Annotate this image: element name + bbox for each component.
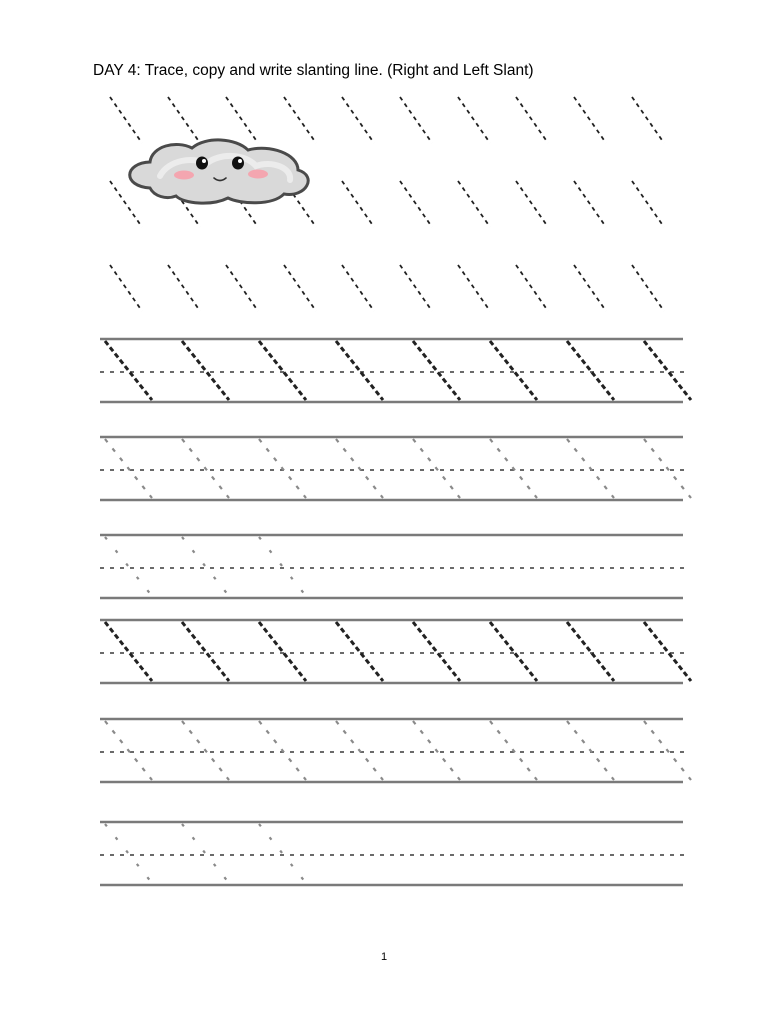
slant-trace-guide [336, 721, 383, 780]
dashed-slant-guide [400, 265, 432, 311]
dashed-slant-guide [574, 265, 606, 311]
slant-trace-guide [413, 721, 460, 780]
dashed-slant-guide [632, 181, 664, 227]
dashed-slant-guide [110, 97, 142, 143]
slant-trace-guide [644, 622, 691, 681]
dashed-slant-guide [632, 97, 664, 143]
dashed-slant-guide [226, 265, 258, 311]
page-title: DAY 4: Trace, copy and write slanting line. (Right and Left Slant) [93, 62, 534, 79]
slant-trace-guide [490, 721, 537, 780]
slant-trace-guide [259, 622, 306, 681]
slant-trace-guide [105, 824, 152, 883]
slant-trace-guide [259, 824, 306, 883]
handwriting-line [100, 535, 687, 598]
slant-trace-guide [567, 622, 614, 681]
slant-trace-guide [182, 721, 229, 780]
slant-trace-guide [105, 622, 152, 681]
page-number: 1 [380, 951, 388, 963]
slant-trace-guide [644, 439, 691, 498]
slant-trace-guide [567, 721, 614, 780]
handwriting-line [100, 719, 691, 782]
slant-trace-guide [182, 341, 229, 400]
dashed-slant-guide [516, 181, 548, 227]
handwriting-line [100, 822, 687, 885]
dashed-slant-guide [632, 265, 664, 311]
dashed-slant-guide [342, 181, 374, 227]
slant-trace-guide [105, 439, 152, 498]
slant-trace-guide [413, 622, 460, 681]
dashed-slant-guide [574, 97, 606, 143]
slant-trace-guide [336, 622, 383, 681]
slant-trace-guide [182, 439, 229, 498]
dashed-slant-guide [458, 265, 490, 311]
dashed-slant-guide [110, 265, 142, 311]
dashed-slant-guide [400, 181, 432, 227]
slant-trace-guide [336, 341, 383, 400]
dashed-slant-guide [342, 97, 374, 143]
dashed-slant-guide [400, 97, 432, 143]
smiling-cloud-icon [130, 140, 308, 203]
slant-trace-guide [490, 439, 537, 498]
slant-trace-guide [567, 439, 614, 498]
dashed-slant-guide [458, 181, 490, 227]
slant-trace-guide [259, 341, 306, 400]
handwriting-line [100, 339, 691, 402]
dashed-slant-guide [574, 181, 606, 227]
dashed-slant-guide [226, 97, 258, 143]
slant-trace-guide [644, 721, 691, 780]
slant-trace-guide [182, 824, 229, 883]
dashed-slant-guide [342, 265, 374, 311]
dashed-slant-guide [516, 265, 548, 311]
slant-trace-guide [105, 721, 152, 780]
handwriting-lines-area [100, 339, 691, 885]
slant-trace-guide [259, 537, 306, 596]
slant-trace-guide [490, 341, 537, 400]
dashed-slant-guide [168, 265, 200, 311]
dashed-slant-guide [110, 181, 142, 227]
slant-trace-guide [336, 439, 383, 498]
dashed-slant-guide [168, 97, 200, 143]
slant-trace-guide [105, 537, 152, 596]
slant-trace-guide [259, 721, 306, 780]
dashed-slant-guide [284, 265, 316, 311]
handwriting-line [100, 620, 691, 683]
dashed-slant-guide [284, 97, 316, 143]
slant-trace-guide [413, 341, 460, 400]
slant-trace-guide [413, 439, 460, 498]
slant-trace-guide [182, 622, 229, 681]
dashed-slant-guide [516, 97, 548, 143]
slant-trace-guide [182, 537, 229, 596]
slant-trace-guide [259, 439, 306, 498]
dashed-slant-guide [458, 97, 490, 143]
slant-trace-guide [644, 341, 691, 400]
handwriting-line [100, 437, 691, 500]
slant-trace-guide [490, 622, 537, 681]
slant-trace-guide [567, 341, 614, 400]
slant-trace-guide [105, 341, 152, 400]
